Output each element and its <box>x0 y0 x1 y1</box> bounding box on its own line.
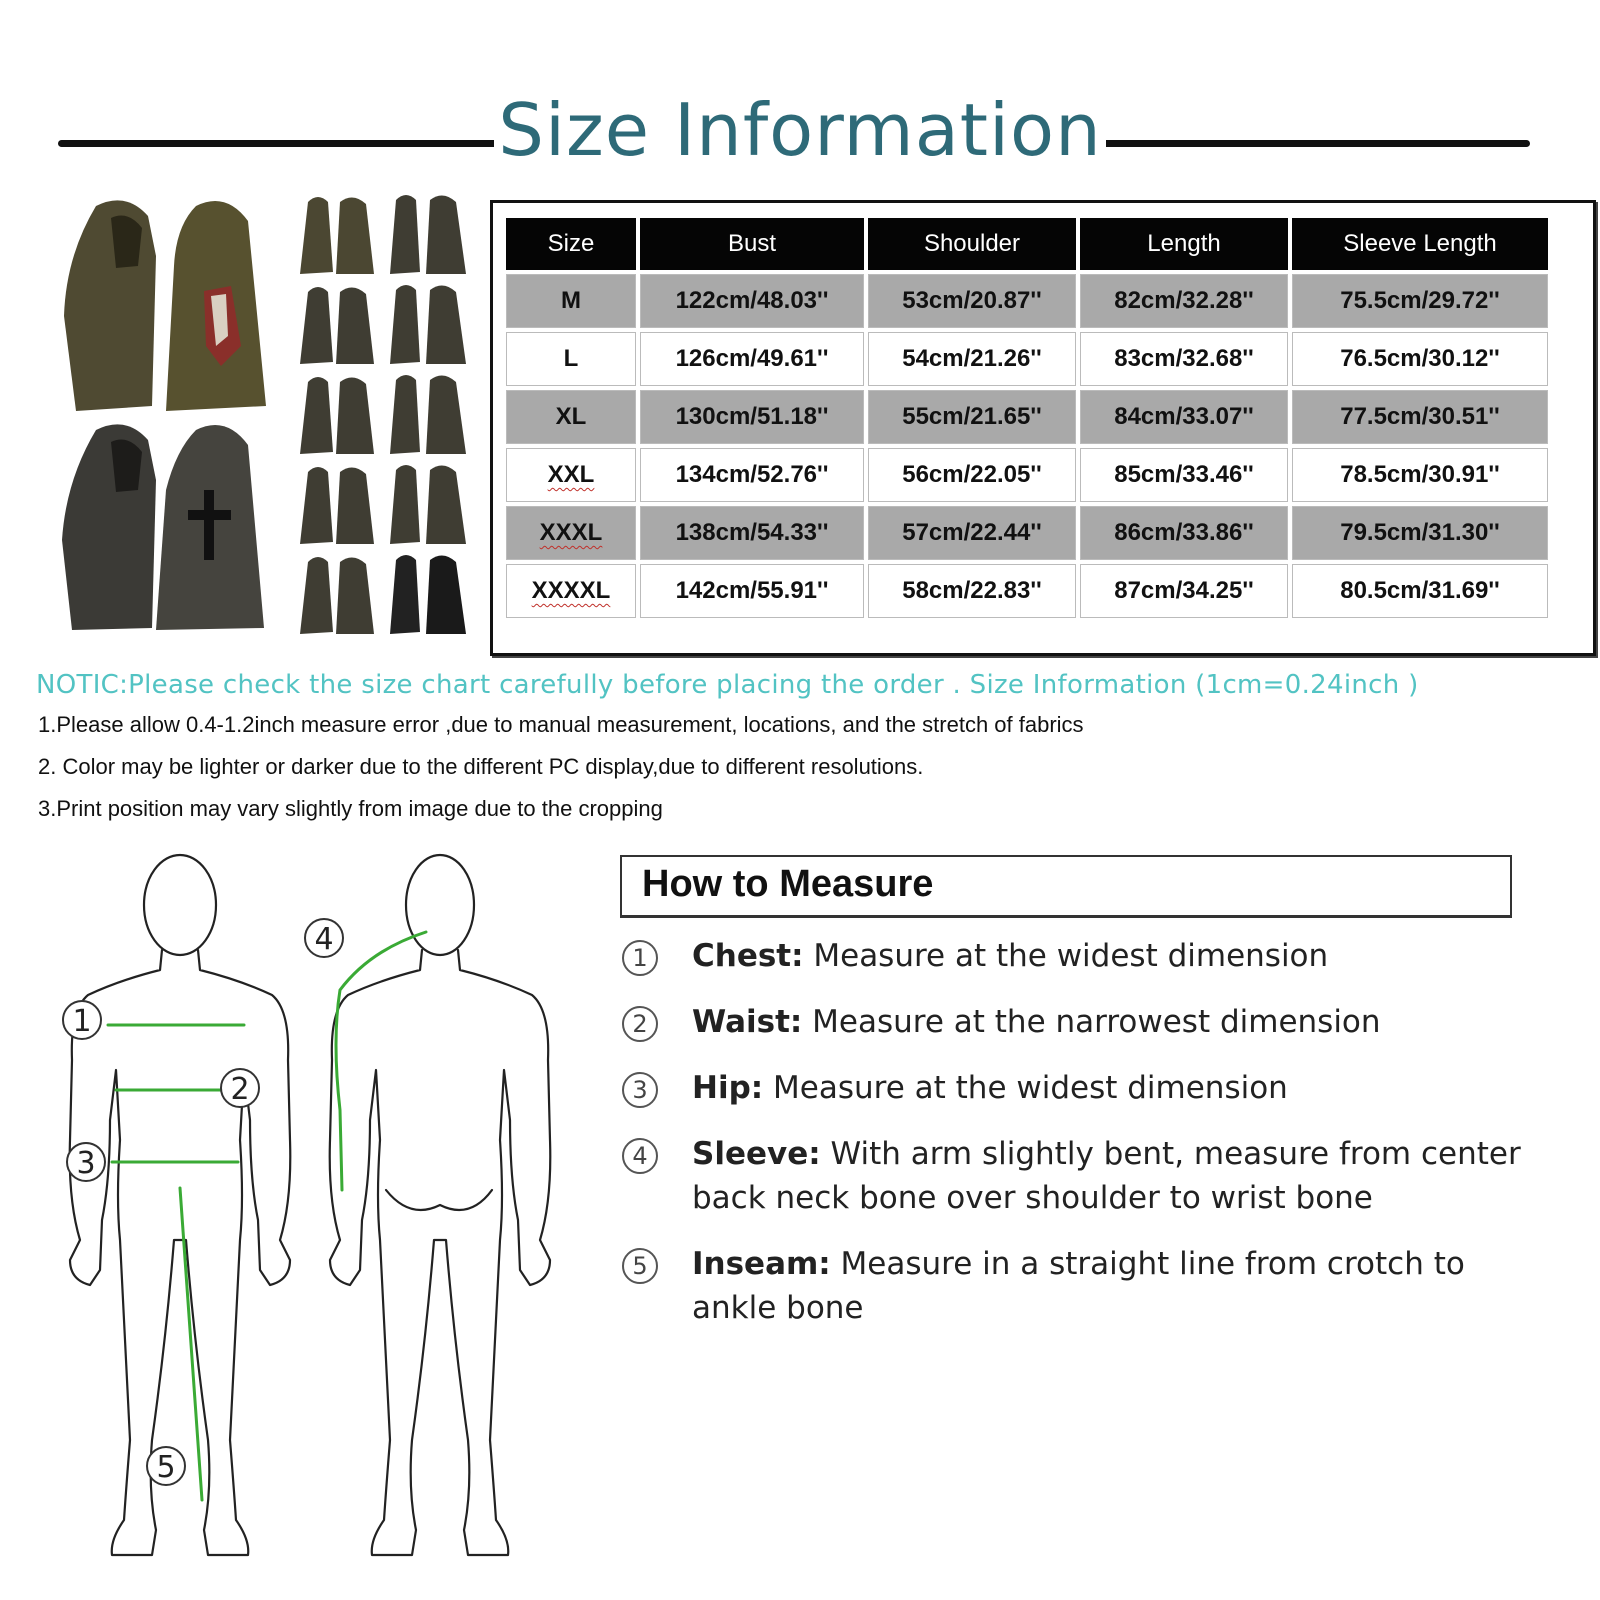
marker-2-label: 2 <box>230 1072 250 1107</box>
step-4-label: Sleeve: <box>692 1136 821 1172</box>
cell-shoulder: 56cm/22.05'' <box>868 448 1076 502</box>
sleeve-measure-line <box>336 932 426 1190</box>
step-2-text <box>692 1000 1522 1044</box>
table-row <box>506 448 1548 502</box>
back-head-outline <box>406 855 474 955</box>
product-photo-olive <box>56 196 271 416</box>
cell-length: 84cm/33.07'' <box>1080 390 1288 444</box>
cell-size <box>506 506 636 560</box>
cell-size-text: XXL <box>547 461 595 488</box>
marker-4-label: 4 <box>314 922 334 957</box>
page-title-text: Size Information <box>494 88 1105 172</box>
step-3-number: 3 <box>622 1072 658 1108</box>
step-3-label: Hip: <box>692 1070 764 1106</box>
table-header-row <box>506 218 1548 270</box>
cell-shoulder: 58cm/22.83'' <box>868 564 1076 618</box>
cell-bust: 126cm/49.61'' <box>640 332 864 386</box>
step-4-text <box>692 1132 1522 1220</box>
marker-5-label: 5 <box>156 1450 176 1485</box>
product-variants-grid <box>298 192 478 637</box>
cell-size <box>506 448 636 502</box>
step-4-description: With arm slightly bent, measure from center back neck bone over shoulder to wrist bone <box>692 1136 1521 1216</box>
size-table <box>502 214 1552 622</box>
marker-3-label: 3 <box>76 1146 96 1181</box>
cell-bust: 142cm/55.91'' <box>640 564 864 618</box>
cell-shoulder: 55cm/21.65'' <box>868 390 1076 444</box>
cell-length: 83cm/32.68'' <box>1080 332 1288 386</box>
cell-bust: 134cm/52.76'' <box>640 448 864 502</box>
cell-sleeve: 78.5cm/30.91'' <box>1292 448 1548 502</box>
front-head-outline <box>144 855 216 955</box>
step-1-number: 1 <box>622 940 658 976</box>
body-measurement-figure <box>40 840 580 1580</box>
table-row <box>506 274 1548 328</box>
cell-size: XL <box>506 390 636 444</box>
step-4-number: 4 <box>622 1138 658 1174</box>
cell-bust: 122cm/48.03'' <box>640 274 864 328</box>
step-2-number: 2 <box>622 1006 658 1042</box>
cell-size <box>506 564 636 618</box>
step-1-label: Chest: <box>692 938 804 974</box>
cell-size-text: XXXXL <box>531 577 611 604</box>
cell-sleeve: 77.5cm/30.51'' <box>1292 390 1548 444</box>
cell-shoulder: 54cm/21.26'' <box>868 332 1076 386</box>
cell-bust: 130cm/51.18'' <box>640 390 864 444</box>
header-sleeve-length: Sleeve Length <box>1292 218 1548 270</box>
note-3: 3.Print position may vary slightly from image due to the cropping <box>38 796 663 821</box>
header-shoulder: Shoulder <box>868 218 1076 270</box>
page-title <box>0 88 1600 172</box>
how-to-measure-title: How to Measure <box>642 863 934 905</box>
step-2-label: Waist: <box>692 1004 803 1040</box>
cell-length: 86cm/33.86'' <box>1080 506 1288 560</box>
cell-size: M <box>506 274 636 328</box>
header-length: Length <box>1080 218 1288 270</box>
step-1-text <box>692 934 1522 978</box>
header-bust: Bust <box>640 218 864 270</box>
cell-bust: 138cm/54.33'' <box>640 506 864 560</box>
cell-length: 87cm/34.25'' <box>1080 564 1288 618</box>
step-5-description: Measure in a straight line from crotch to ankle bone <box>692 1246 1465 1326</box>
cell-sleeve: 80.5cm/31.69'' <box>1292 564 1548 618</box>
step-1-description: Measure at the widest dimension <box>803 938 1329 974</box>
note-2: 2. Color may be lighter or darker due to the different PC display,due to different resolutions. <box>38 754 924 779</box>
how-to-measure-header <box>620 855 1512 918</box>
back-seat-curve <box>386 1190 492 1210</box>
notice-text: NOTIC:Please check the size chart carefully before placing the order . Size Information (1cm=0.24inch ) <box>36 670 1419 700</box>
step-3-text <box>692 1066 1522 1110</box>
step-5-number: 5 <box>622 1248 658 1284</box>
cell-size: L <box>506 332 636 386</box>
marker-1-label: 1 <box>72 1004 92 1039</box>
table-row <box>506 390 1548 444</box>
step-5-label: Inseam: <box>692 1246 831 1282</box>
inseam-measure-line <box>180 1188 202 1500</box>
step-2-description: Measure at the narrowest dimension <box>802 1004 1381 1040</box>
header-size: Size <box>506 218 636 270</box>
cell-size-text: XXXL <box>539 519 603 546</box>
cell-length: 85cm/33.46'' <box>1080 448 1288 502</box>
cell-shoulder: 57cm/22.44'' <box>868 506 1076 560</box>
table-row <box>506 506 1548 560</box>
back-body-outline <box>330 950 551 1555</box>
product-photo-dark <box>56 420 271 635</box>
step-3-description: Measure at the widest dimension <box>763 1070 1288 1106</box>
cell-sleeve: 76.5cm/30.12'' <box>1292 332 1548 386</box>
cell-sleeve: 75.5cm/29.72'' <box>1292 274 1548 328</box>
note-1: 1.Please allow 0.4-1.2inch measure error ,due to manual measurement, locations, and the stretch of fabrics <box>38 712 1084 737</box>
cell-shoulder: 53cm/20.87'' <box>868 274 1076 328</box>
step-5-text <box>692 1242 1522 1330</box>
cell-length: 82cm/32.28'' <box>1080 274 1288 328</box>
table-row <box>506 332 1548 386</box>
cell-sleeve: 79.5cm/31.30'' <box>1292 506 1548 560</box>
table-row <box>506 564 1548 618</box>
